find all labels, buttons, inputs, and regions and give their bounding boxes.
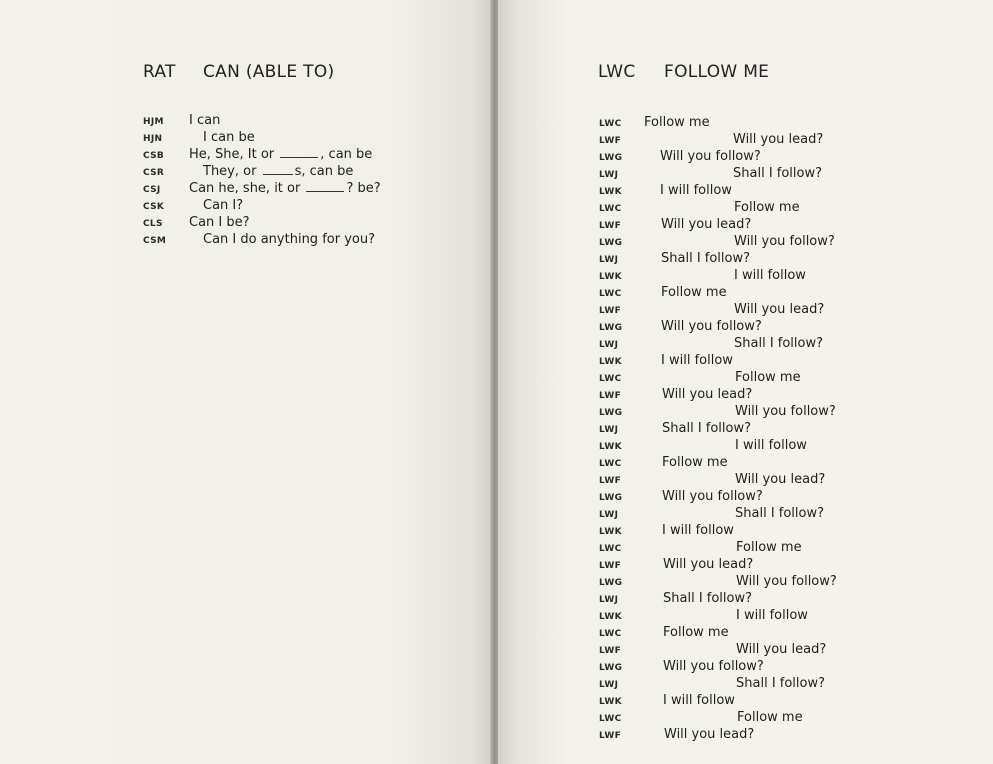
signal-code: LWC — [599, 204, 622, 214]
signal-code: LWF — [599, 391, 622, 401]
signal-code: HJN — [143, 134, 163, 144]
phrase-text: Will you follow? — [736, 574, 837, 589]
right-header-title: FOLLOW ME — [664, 62, 770, 82]
signal-code: LWC — [599, 714, 622, 724]
phrase-text: Follow me — [661, 285, 727, 300]
signal-code: LWC — [599, 119, 622, 129]
signal-code: LWC — [599, 289, 622, 299]
signal-code: CSM — [143, 236, 167, 246]
signal-code: LWF — [599, 646, 622, 656]
phrase-text: Will you lead? — [662, 387, 753, 402]
phrase-text: I will follow — [734, 268, 806, 283]
signal-code: CSK — [143, 202, 165, 212]
signal-code: LWF — [599, 731, 622, 741]
phrase-text: Will you follow? — [662, 489, 763, 504]
signal-code: LWJ — [599, 340, 619, 350]
phrase-segment: Can he, she, it or — [189, 181, 305, 196]
phrase-text: Shall I follow? — [735, 506, 825, 521]
signal-code: LWC — [599, 629, 622, 639]
phrase-text: Will you follow? — [661, 319, 762, 334]
phrase-text: Shall I follow? — [663, 591, 753, 606]
signal-code: LWJ — [599, 255, 619, 265]
signal-code: LWG — [599, 578, 623, 588]
signal-code: LWF — [599, 221, 622, 231]
phrase-text: Shall I follow? — [736, 676, 826, 691]
signal-code: LWF — [599, 306, 622, 316]
right-page — [498, 0, 993, 764]
signal-code: LWC — [599, 544, 622, 554]
phrase-segment: s, can be — [294, 164, 354, 179]
phrase-text: Will you follow? — [660, 149, 761, 164]
phrase-text — [203, 130, 255, 145]
phrase-segment: ? be? — [346, 181, 381, 196]
signal-code: LWG — [599, 493, 623, 503]
left-header-code: RAT — [143, 62, 176, 82]
signal-code: LWF — [599, 136, 622, 146]
phrase-segment: He, She, It or — [189, 147, 279, 162]
signal-code: LWG — [599, 663, 623, 673]
signal-code: LWC — [599, 459, 622, 469]
phrase-segment: I can be — [203, 130, 255, 145]
phrase-segment: Can I do anything for you? — [203, 232, 375, 247]
phrase-text: Will you lead? — [735, 472, 826, 487]
phrase-text: Follow me — [663, 625, 729, 640]
phrase-segment: They, or — [203, 164, 261, 179]
right-page-header — [598, 62, 769, 82]
phrase-text — [189, 113, 220, 128]
phrase-text: Follow me — [736, 540, 802, 555]
phrase-text: I will follow — [735, 438, 807, 453]
signal-code: CSJ — [143, 185, 161, 195]
phrase-text — [189, 147, 372, 162]
phrase-text: Will you follow? — [663, 659, 764, 674]
signal-code: LWJ — [599, 510, 619, 520]
fill-in-blank — [306, 181, 344, 192]
signal-code: LWG — [599, 323, 623, 333]
signal-code: LWG — [599, 408, 623, 418]
signal-code: LWJ — [599, 680, 619, 690]
signal-code: HJM — [143, 117, 164, 127]
phrase-text: Follow me — [735, 370, 801, 385]
phrase-segment: Can I be? — [189, 215, 250, 230]
phrase-text — [189, 181, 381, 196]
left-header-title: CAN (ABLE TO) — [203, 62, 335, 82]
signal-code: LWK — [599, 527, 622, 537]
signal-code: LWF — [599, 476, 622, 486]
phrase-text: I will follow — [736, 608, 808, 623]
signal-code: LWK — [599, 357, 622, 367]
signal-code: LWC — [599, 374, 622, 384]
signal-code: LWK — [599, 612, 622, 622]
phrase-text: Shall I follow? — [734, 336, 824, 351]
phrase-text: Shall I follow? — [662, 421, 752, 436]
phrase-segment: I can — [189, 113, 221, 128]
phrase-text: Will you lead? — [734, 302, 825, 317]
phrase-text: Follow me — [644, 115, 710, 130]
phrase-text: Will you lead? — [661, 217, 752, 232]
phrase-text: Will you follow? — [734, 234, 835, 249]
signal-code: CSR — [143, 168, 165, 178]
phrase-text: I will follow — [663, 693, 735, 708]
phrase-text: Will you lead? — [736, 642, 827, 657]
phrase-segment: , can be — [320, 147, 373, 162]
signal-code: LWJ — [599, 425, 619, 435]
signal-code: LWJ — [599, 595, 619, 605]
fill-in-blank — [263, 164, 293, 175]
phrase-text: Will you lead? — [733, 132, 824, 147]
signal-code: LWG — [599, 238, 623, 248]
signal-code: LWG — [599, 153, 623, 163]
phrase-text — [189, 215, 250, 230]
signal-code: CLS — [143, 219, 163, 229]
phrase-text: I will follow — [662, 523, 734, 538]
right-header-code: LWC — [598, 62, 636, 82]
phrase-text — [203, 198, 243, 213]
left-page-header — [143, 62, 334, 82]
signal-code: CSB — [143, 151, 165, 161]
fill-in-blank — [280, 147, 318, 158]
phrase-text: Shall I follow? — [733, 166, 823, 181]
signal-code: LWK — [599, 187, 622, 197]
phrase-text: I will follow — [661, 353, 733, 368]
left-page — [0, 0, 492, 764]
phrase-segment: Can I? — [203, 198, 244, 213]
signal-code: LWJ — [599, 170, 619, 180]
phrase-text: I will follow — [660, 183, 732, 198]
phrase-text: Follow me — [737, 710, 803, 725]
phrase-text: Will you follow? — [735, 404, 836, 419]
phrase-text: Follow me — [662, 455, 728, 470]
phrase-text: Will you lead? — [663, 557, 754, 572]
signal-code: LWK — [599, 442, 622, 452]
signal-code: LWK — [599, 272, 622, 282]
phrase-text: Will you lead? — [664, 727, 755, 742]
phrase-text: Follow me — [734, 200, 800, 215]
phrase-text — [203, 164, 353, 179]
signal-code: LWF — [599, 561, 622, 571]
signal-code: LWK — [599, 697, 622, 707]
phrase-text — [203, 232, 375, 247]
phrase-text: Shall I follow? — [661, 251, 751, 266]
